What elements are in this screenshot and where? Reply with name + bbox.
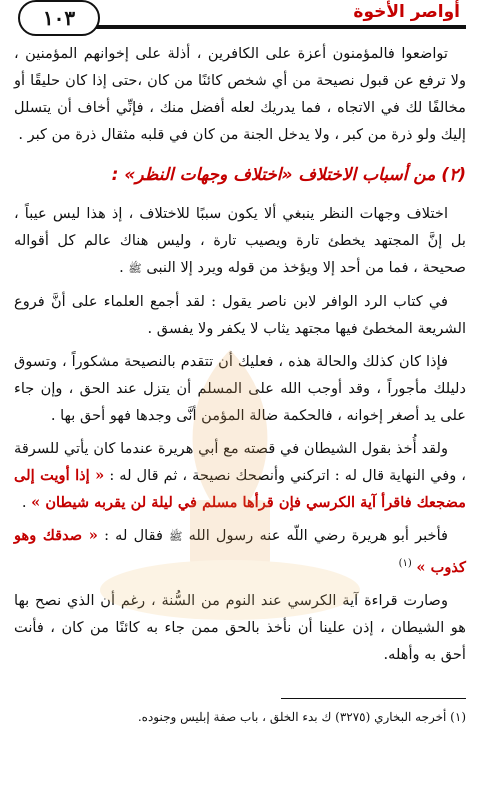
paragraph-2: اختلاف وجهات النظر ينبغي ألا يكون سببًا للاختلاف ، إذ هذا ليس عيباً ، بل إنَّ المجتهد يخطئ تارة ويصيب تارة ، وليس هناك عالم كل أقواله صحيحة ، فما من أحد إلا ويؤخذ من قوله ويرد إلا النبى ﷺ .: [14, 205, 466, 276]
page-number: ١٠٣: [18, 0, 100, 36]
paragraph-5-end: .: [21, 494, 32, 511]
page-header: [14, 0, 466, 40]
paragraph-1: تواضعوا فالمؤمنون أعزة على الكافرين ، أذلة على إخوانهم المؤمنين ، ولا ترفع عن قبول نصيحة من أي شخص كائنًا من كان ،حتى إذا كان حليقًا أو مخالفًا لك في الاتجاه ، فما يدريك لعله أفضل منك ، فإنِّي أخاف أن يتسلل إليك ولو ذرة من كبر ، ولا يدخل الجنة من كان في قلبه مثقال ذرة من كبر .: [14, 45, 466, 143]
section-heading: (٢) من أسباب الاختلاف «اختلاف وجهات النظر» :: [111, 165, 466, 185]
paragraph-6: [14, 522, 466, 581]
footnote-rule: [281, 698, 466, 699]
paragraph-5-start: ولقد أُخذ بقول الشيطان في قصته مع أبي هريرة عندما كان يأتي للسرقة ، وفي النهاية قال له : اتركني وأنصحك نصيحة ، ثم قال له :: [14, 440, 466, 484]
footnote-ref: (١): [398, 558, 412, 569]
footnote: (١) أخرجه البخاري (٣٢٧٥) ك بدء الخلق ، باب صفة إبليس وجنوده.: [137, 709, 466, 724]
hadith-quote-1: « إذا أويت إلى مضجعك فاقرأ آية الكرسي فإن قرأها مسلم في ليلة لن يقربه شيطان »: [14, 467, 466, 511]
paragraph-5: [14, 435, 466, 516]
salla-icon-2: ﷺ: [169, 530, 183, 543]
hadith-quote-2: « صدقك وهو كذوب »: [14, 527, 466, 576]
paragraph-2-text: اختلاف وجهات النظر ينبغي ألا يكون سببًا للاختلاف ، إذ هذا ليس عيباً ، بل إنَّ المجتهد يخطئ تارة ويصيب تارة ، وليس هناك عالم كل أقواله صحيحة ، فما من أحد إلا ويؤخذ من قوله ويرد إلا النبى: [14, 205, 466, 276]
paragraph-7: وصارت قراءة آية الكرسي عند النوم من السُّنة ، رغم أن الذي نصح بها هو الشيطان ، إذن علينا أن نأخذ بالحق ممن جاء به كائنًا من كان ، فأنت أحق به وأهله.: [14, 591, 466, 663]
header-rule: [74, 25, 466, 29]
book-title: أواصر الأخوة: [353, 2, 460, 22]
paragraph-6-start: فأخبر أبو هريرة رضي اللّه عنه رسول الله: [188, 527, 448, 544]
salla-icon: ﷺ: [128, 262, 142, 275]
paragraph-4: فإذا كان كذلك والحالة هذه ، فعليك أن تتقدم بالنصيحة مشكوراً ، وتسوق دليلك مأجوراً ، وقد أوجب الله على المسلم أن يتزل عند الحق ، وإن جاء على يد أصغر إخوانه ، فالحكمة ضالة المؤمن أنَّى وجدها فهو أحق بها .: [14, 353, 466, 424]
paragraph-3: في كتاب الرد الوافر لابن ناصر يقول : لقد أجمع العلماء على أنَّ فروع الشريعة المخطئ فيها مجتهد يثاب لا يكفر ولا يفسق .: [14, 293, 466, 337]
paragraph-6-mid: فقال له :: [97, 527, 170, 544]
